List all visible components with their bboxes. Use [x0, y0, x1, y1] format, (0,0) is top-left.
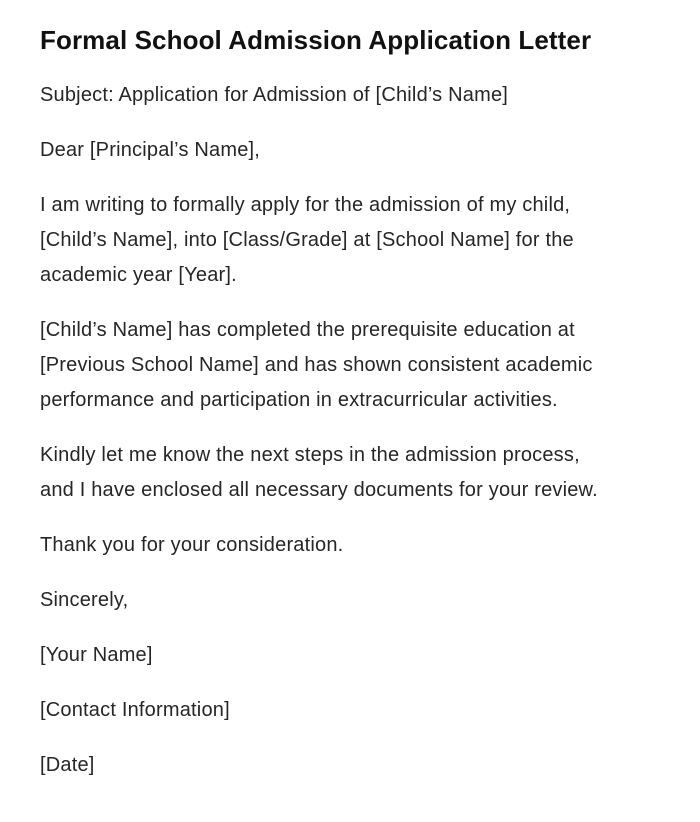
signature-name-placeholder: [Your Name] [40, 644, 153, 666]
salutation: Dear [Principal’s Name], [40, 139, 261, 161]
paragraph-application-intent: I am writing to formally apply for the admission of my child, [Child’s Name], into [Class/Grade] at [School Name] for the academic year [Year]. [40, 194, 574, 286]
paragraph-child-background: [Child’s Name] has completed the prerequisite education at [Previous School Name] and has shown consistent academic performance and participation in extracurricular activities. [40, 319, 593, 411]
closing-thanks: Thank you for your consideration. [40, 534, 344, 556]
signature-contact-placeholder: [Contact Information] [40, 699, 230, 721]
page-title: Formal School Admission Application Letter [40, 25, 592, 55]
closing-sincerely: Sincerely, [40, 589, 129, 611]
signature-date-placeholder: [Date] [40, 754, 95, 776]
subject-line: Subject: Application for Admission of [Child’s Name] [40, 84, 509, 106]
paragraph-next-steps: Kindly let me know the next steps in the admission process, and I have enclosed all necessary documents for your review. [40, 444, 598, 501]
